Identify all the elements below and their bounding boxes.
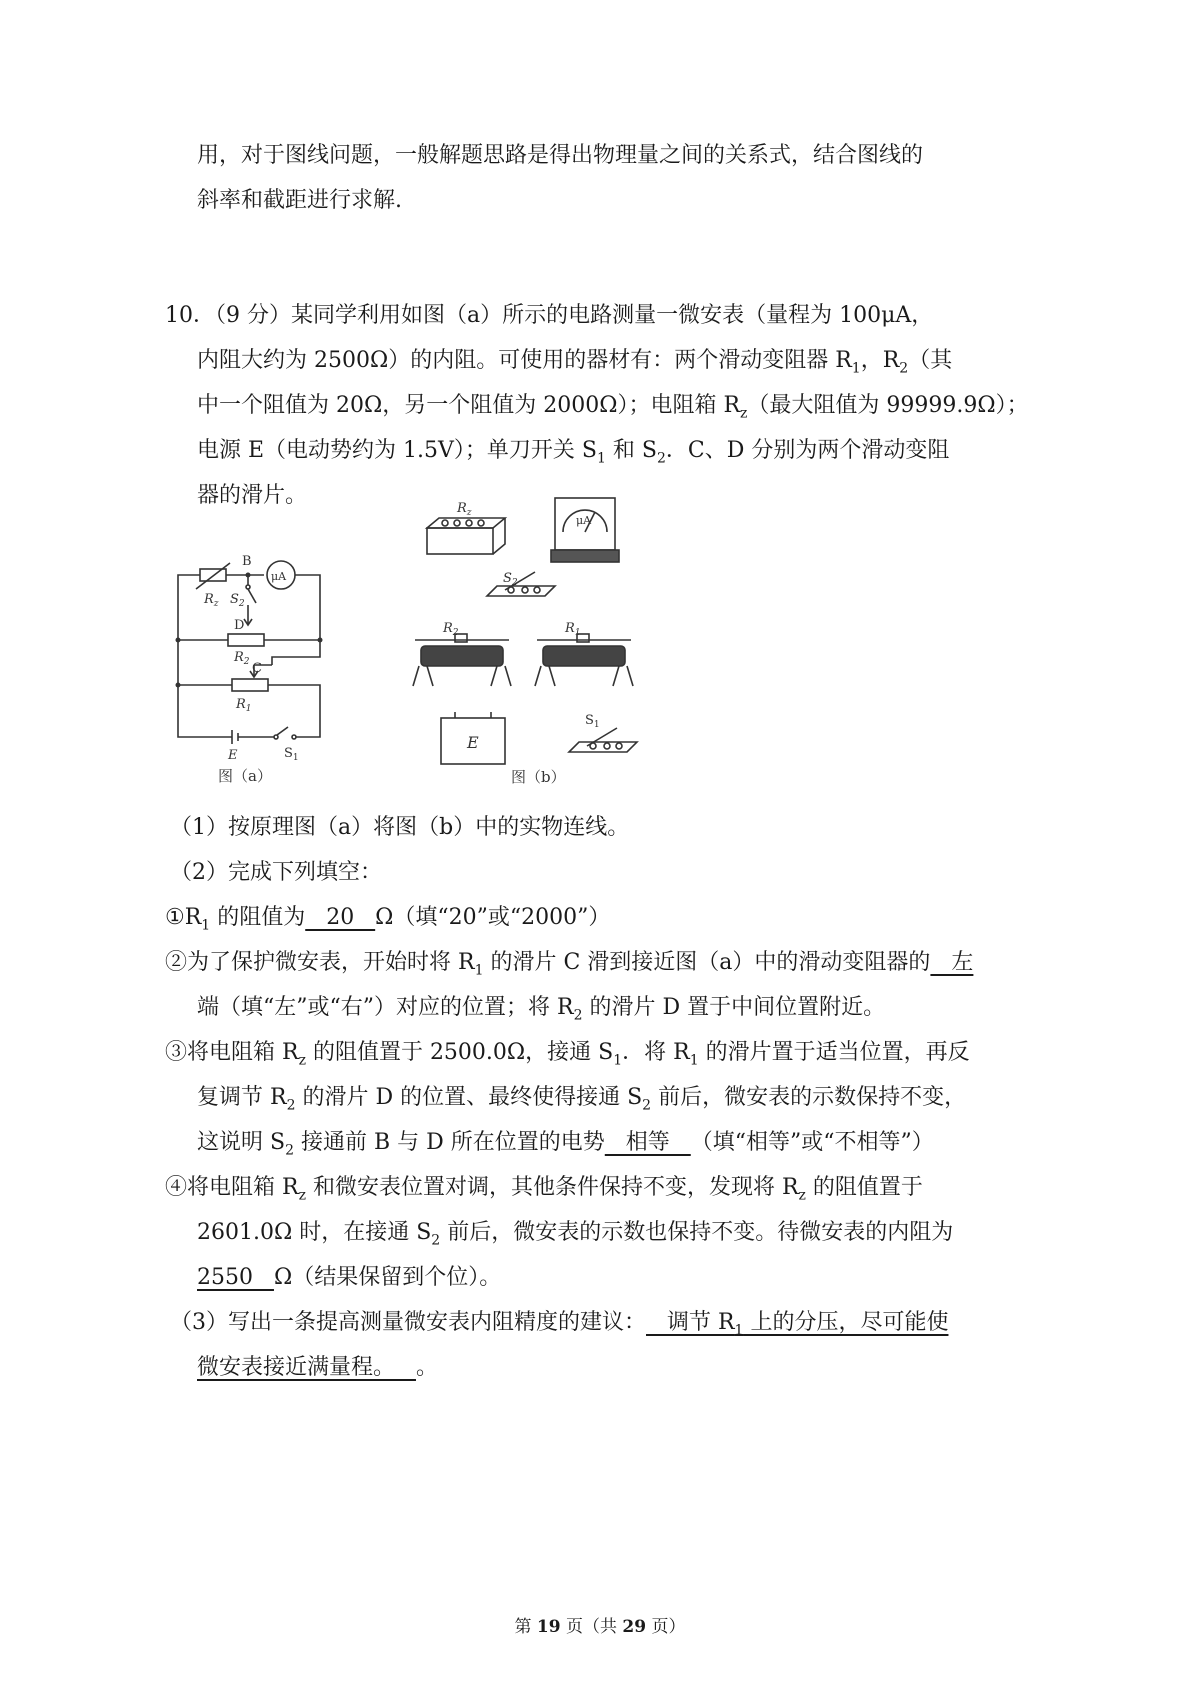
- page-footer: 第 19 页（共 29 页）: [514, 1617, 686, 1637]
- answer-3-line-2: 复调节 $R_2$ 的滑片 D 的位置、最终使得接通 $S_2$ 前后，微安表的示数保持不变，: [197, 1085, 967, 1114]
- figa-label-s2: $S_2$: [230, 592, 245, 609]
- question-10-line-3: 中一个阻值为 20Ω，另一个阻值为 2000Ω）；电阻箱 $R_z$（最大阻值为 99999.9Ω）；: [197, 393, 1029, 422]
- answer-3-line-3: 这说明 $S_2$ 接通前 B 与 D 所在位置的电势 相等 （填“相等”或“不相等”）: [197, 1130, 934, 1159]
- figa-label-b: B: [242, 554, 252, 569]
- answer-4-blank: 2550: [197, 1265, 274, 1290]
- rheostat-r2-icon: [413, 634, 511, 686]
- answer-4-line-3: 2550 Ω（结果保留到个位）。: [197, 1265, 502, 1290]
- figa-label-c: C: [252, 661, 262, 676]
- part-3-line-1: （3）写出一条提高测量微安表内阻精度的建议： 调节 $R_1$ 上的分压，尽可能使: [170, 1310, 949, 1339]
- resistance-box-icon: [427, 518, 505, 554]
- question-10-line-5: 器的滑片。: [197, 483, 308, 508]
- answer-3-blank: 相等: [604, 1130, 691, 1155]
- figb-label-rz: $R_z$: [457, 501, 472, 518]
- figa-caption: 图（a）: [218, 767, 272, 785]
- figb-label-r1: $R_1$: [565, 621, 581, 638]
- figa-label-r2: $R_2$: [234, 650, 250, 667]
- answer-1-blank: 20: [305, 905, 376, 930]
- figure-b-apparatus: [405, 490, 690, 790]
- part-3-line-2: 微安表接近满量程。 。: [197, 1355, 438, 1380]
- figa-label-d: D: [234, 618, 245, 633]
- figb-caption: 图（b）: [511, 768, 566, 786]
- question-10-line-4: 电源 E（电动势约为 1.5V）；单刀开关 $S_1$ 和 $S_2$．C、D 分别为两个滑动变阻: [197, 438, 950, 467]
- figa-label-e: E: [228, 748, 238, 763]
- answer-2-blank: 左: [930, 950, 974, 975]
- answer-2-line-1: ②为了保护微安表，开始时将 $R_1$ 的滑片 C 滑到接近图（a）中的滑动变阻器的 左: [165, 950, 974, 979]
- figa-label-r1: $R_1$: [236, 697, 252, 714]
- question-10-line-2: 内阻大约为 2500Ω）的内阻。可使用的器材有：两个滑动变阻器 $R_1$，$R_2$（其: [197, 348, 953, 377]
- figure-a-circuit: [170, 545, 340, 790]
- answer-2-line-2: 端（填“左”或“右”）对应的位置；将 $R_2$ 的滑片 D 置于中间位置附近。: [197, 995, 886, 1024]
- part-1-text: （1）按原理图（a）将图（b）中的实物连线。: [170, 815, 630, 840]
- switch-s1-icon: [569, 728, 637, 752]
- figa-label-microammeter: μA: [271, 570, 287, 583]
- switch-s2-icon: [487, 572, 555, 596]
- part-2-text: （2）完成下列填空：: [170, 860, 382, 885]
- figa-label-s1: $S_1$: [284, 746, 299, 763]
- answer-3-line-1: ③将电阻箱 $R_z$ 的阻值置于 2500.0Ω，接通 $S_1$．将 $R_1$ 的滑片置于适当位置，再反: [165, 1040, 970, 1069]
- figb-label-microammeter: μA: [576, 514, 592, 527]
- prev-text-line-2: 斜率和截距进行求解.: [197, 188, 402, 213]
- prev-text-line-1: 用，对于图线问题，一般解题思路是得出物理量之间的关系式，结合图线的: [197, 143, 924, 168]
- part-3-answer-2: 微安表接近满量程。: [197, 1355, 416, 1380]
- figb-label-e: E: [467, 733, 479, 752]
- answer-4-line-2: 2601.0Ω 时，在接通 $S_2$ 前后，微安表的示数也保持不变。待微安表的内阻为: [197, 1220, 954, 1249]
- question-10-line-1: 10．（9 分）某同学利用如图（a）所示的电路测量一微安表（量程为 100μA，: [165, 303, 934, 328]
- microammeter-icon: [551, 498, 619, 562]
- figb-label-r2: $R_2$: [443, 621, 459, 638]
- part-3-answer-1: 调节 $R_1$ 上的分压，尽可能使: [646, 1310, 949, 1339]
- answer-4-line-1: ④将电阻箱 $R_z$ 和微安表位置对调，其他条件保持不变，发现将 $R_z$ 的阻值置于: [165, 1175, 923, 1204]
- figb-label-s2: $S_2$: [503, 571, 518, 588]
- figa-label-rz: $R_z$: [204, 592, 219, 609]
- rheostat-r1-icon: [535, 634, 633, 686]
- figb-label-s1: $S_1$: [585, 713, 600, 730]
- answer-1-line: $①R_1$ 的阻值为 20 Ω（填“20”或“2000”）: [165, 905, 611, 934]
